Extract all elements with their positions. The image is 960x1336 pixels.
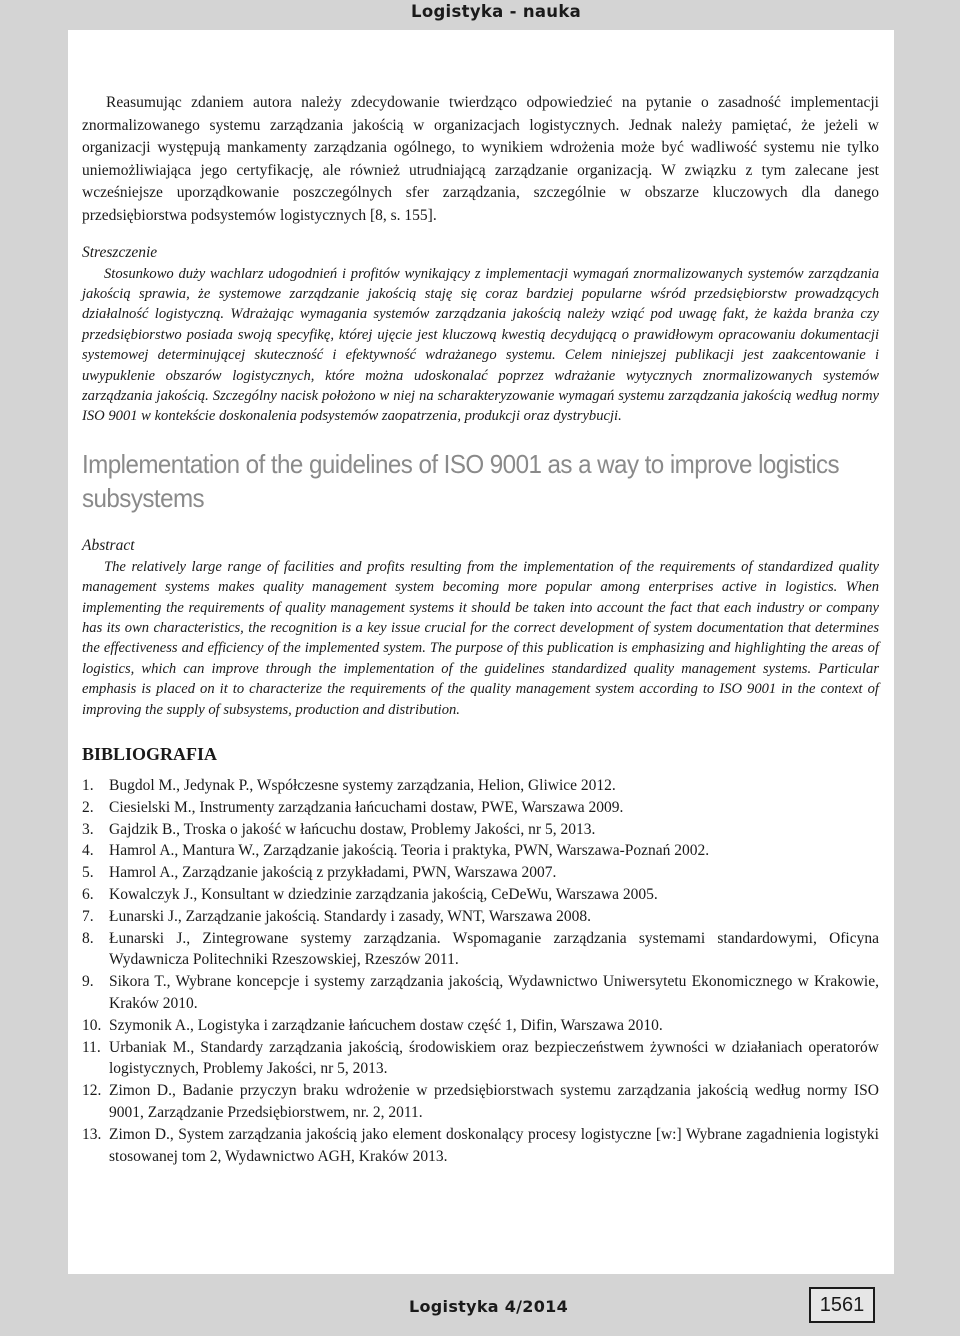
bibliography-item-number: 7. — [82, 907, 94, 925]
streszczenie-text: Stosunkowo duży wachlarz udogodnień i profitów wynikający z implementacji wymagań znormalizowanych systemów zarządzania jakością sprawia, że systemowe zarządzanie jakością staję się coraz bardziej popularne wśród przedsiębiorstw prowadzących działalność logistyczną. Wdrażając wymagania systemów zarządzania jakością należy wziąć pod uwagę fakt, że każda branża czy przedsiębiorstwo posiada swoją specyfikę, której ujęcie jest kluczową kwestią decydującą o prawidłowym opracowaniu dokumentacji systemowej determinującej skuteczność i efektywność wdrażanego systemu. Celem niniejszej publikacji jest zaakcentowanie i uwypuklenie obszarów logistycznych, które można udoskonalać poprzez wdrażanie wytycznych znormalizowanych systemów zarządzania jakością. Szczególny nacisk położono w niej na scharakteryzowanie wymagań systemu zarządzania jakością według normy ISO 9001 w kontekście doskonalenia podsystemów zaopatrzenia, produkcji oraz dystrybucji. — [82, 265, 879, 425]
bibliography-item — [82, 840, 879, 862]
bibliography-item-number: 4. — [82, 842, 94, 860]
page-body — [68, 30, 894, 1274]
bibliography-item-text: Łunarski J., Zarządzanie jakością. Standardy i zasady, WNT, Warszawa 2008. — [109, 907, 591, 925]
bibliography-item-text: Zimon D., System zarządzania jakością jako element doskonalący procesy logistyczne [w:] Wybrane zagadnienia logistyki stosowanej tom 2, Wydawnictwo AGH, Kraków 2013. — [109, 1125, 879, 1165]
bibliography-item — [82, 906, 879, 928]
bibliography-item — [82, 1037, 879, 1081]
bibliography-item-number: 2. — [82, 798, 94, 816]
bibliography-item-text: Hamrol A., Zarządzanie jakością z przykładami, PWN, Warszawa 2007. — [109, 864, 557, 882]
bibliography-item-number: 8. — [82, 929, 94, 947]
bibliography-item-number: 10. — [82, 1016, 102, 1034]
bibliography-item-number: 1. — [82, 777, 94, 795]
bibliography-item-number: 13. — [82, 1125, 102, 1143]
bibliography-item-text: Bugdol M., Jedynak P., Współczesne systemy zarządzania, Helion, Gliwice 2012. — [109, 777, 616, 795]
bibliography-item — [82, 928, 879, 972]
bibliography-item-number: 3. — [82, 820, 94, 838]
footer-journal: Logistyka 4/2014 — [409, 1297, 569, 1316]
bibliography-item-text: Sikora T., Wybrane koncepcje i systemy zarządzania jakością, Wydawnictwo Uniwersytetu Ekonomicznego w Krakowie, Kraków 2010. — [109, 973, 879, 1013]
abstract-heading: Abstract — [82, 536, 135, 554]
bibliography-item-text: Łunarski J., Zintegrowane systemy zarządzania. Wspomaganie zarządzania systemami standardowymi, Oficyna Wydawnicza Politechniki Rzeszowskiej, Rzeszów 2011. — [109, 929, 879, 969]
bibliography-item — [82, 884, 879, 906]
bibliography-item — [82, 819, 879, 841]
header-bar — [0, 0, 960, 28]
bibliography-item-text: Hamrol A., Mantura W., Zarządzanie jakością. Teoria i praktyka, PWN, Warszawa-Poznań 2002. — [109, 842, 710, 860]
bibliography-item-number: 12. — [82, 1082, 102, 1100]
streszczenie-heading: Streszczenie — [82, 243, 158, 261]
bibliography-item-text: Kowalczyk J., Konsultant w dziedzinie zarządzania jakością, CeDeWu, Warszawa 2005. — [109, 886, 658, 904]
abstract-text: The relatively large range of facilities and profits resulting from the implementation of the requirements of standardized quality management systems makes quality management system becoming more popular among enterprises active in logistics. When implementing the requirements of quality management systems it should be taken into account the fact that each industry or company has its own characteristics, the recognition is a key issue crucial for the correct development of system documentation that determines the effectiveness and efficiency of the implemented system. The purpose of this publication is emphasizing and highlighting the areas of logistics, which can improve through the implementation of the guidelines standardized quality management systems. Particular emphasis is placed on it to characterize the requirements of the quality management system according to ISO 9001 in the context of improving the supply of subsystems, production and distribution. — [82, 558, 879, 718]
bibliography-item — [82, 1080, 879, 1124]
bibliography-item — [82, 775, 879, 797]
bibliography-item-number: 5. — [82, 864, 94, 882]
content — [82, 92, 879, 1167]
body-paragraph: Reasumując zdaniem autora należy zdecydowanie twierdząco odpowiedzieć na pytanie o zasadność implementacji znormalizowanego systemu zarządzania jakością w organizacjach logistycznych. Jednak należy pamiętać, że jeżeli w organizacji występują mankamenty zarządzania ogólnego, to wynikiem wdrożenia może być wadliwość systemu nie tylko uniemożliwiająca jego certyfikację, ale również utrudniającą zarządzanie organizacją. W związku z tym zalecane jest wcześniejsze uporządkowanie poszczególnych sfer zarządzania, szczególnie w obszarze kluczowych dla danego przedsiębiorstwa podsystemów logistycznych [8, s. 155]. — [82, 94, 879, 224]
bibliography-item-number: 6. — [82, 886, 94, 904]
bibliography-item — [82, 797, 879, 819]
bibliography-item — [82, 1124, 879, 1168]
bibliography-item-number: 9. — [82, 973, 94, 991]
bibliography-item-text: Urbaniak M., Standardy zarządzania jakością, środowiskiem oraz bezpieczeństwem żywności w działaniach operatorów logistycznych, Problemy Jakości, nr 5, 2013. — [109, 1038, 879, 1078]
bibliography-heading: BIBLIOGRAFIA — [82, 744, 218, 765]
page-number: 1561 — [809, 1287, 875, 1323]
header-title: Logistyka - nauka — [411, 2, 582, 21]
bibliography-item-text: Zimon D., Badanie przyczyn braku wdrożenie w przedsiębiorstwach systemu zarządzania jakością według normy ISO 9001, Zarządzanie Przedsiębiorstwem, nr. 2, 2011. — [109, 1082, 879, 1122]
bibliography-item-number: 11. — [82, 1038, 101, 1056]
english-title: Implementation of the guidelines of ISO 9001 as a way to improve logistics subsystems — [82, 448, 840, 513]
bibliography-item-text: Ciesielski M., Instrumenty zarządzania łańcuchami dostaw, PWE, Warszawa 2009. — [109, 798, 624, 816]
bibliography-item — [82, 1015, 879, 1037]
bibliography-item-text: Szymonik A., Logistyka i zarządzanie łańcuchem dostaw część 1, Difin, Warszawa 2010. — [109, 1016, 663, 1034]
bibliography-list — [82, 775, 879, 1167]
bibliography-item-text: Gajdzik B., Troska o jakość w łańcuchu dostaw, Problemy Jakości, nr 5, 2013. — [109, 820, 596, 838]
bibliography-item — [82, 971, 879, 1015]
bibliography-item — [82, 862, 879, 884]
